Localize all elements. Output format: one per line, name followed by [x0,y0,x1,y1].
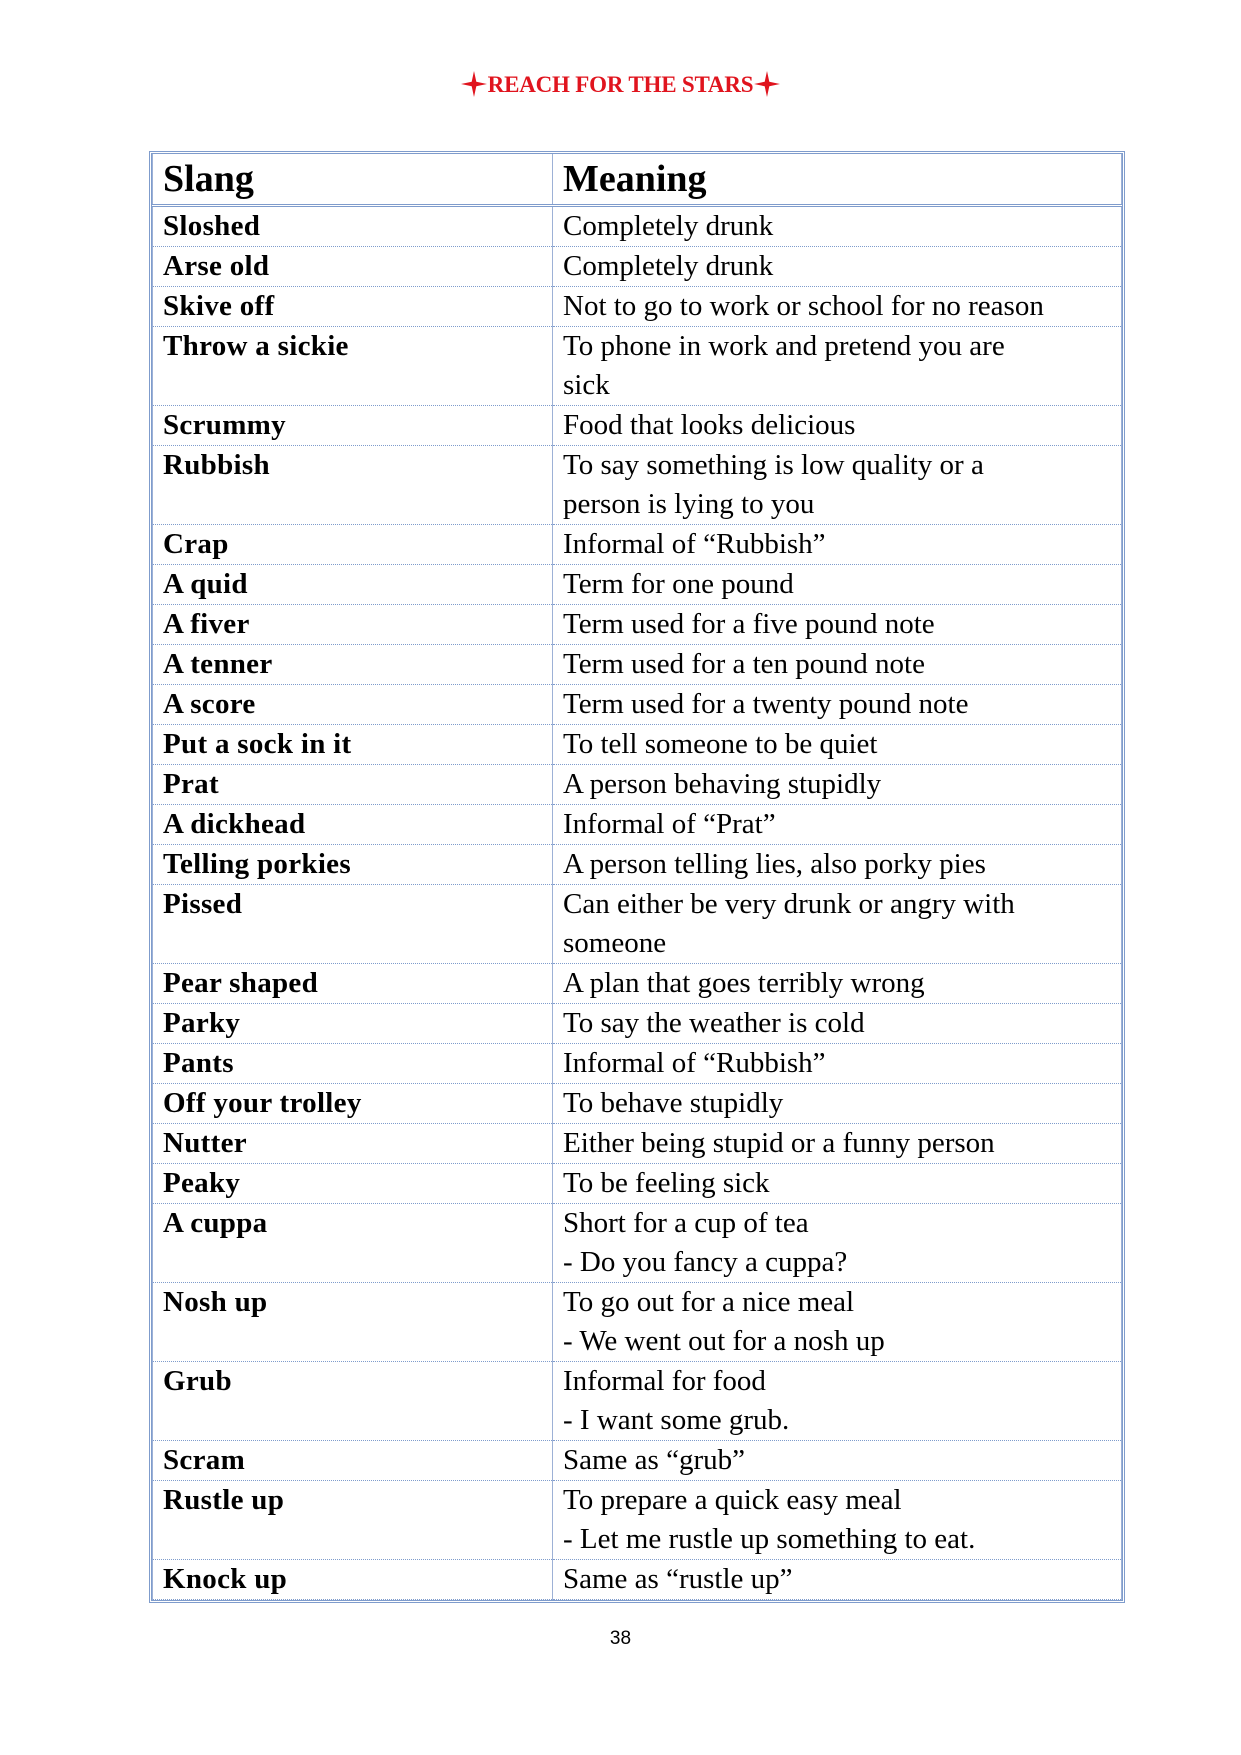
slang-term: Parky [153,1004,553,1044]
table-row [153,685,1122,725]
slang-term: Skive off [153,287,553,327]
table-row [153,845,1122,885]
meaning-line: To phone in work and pretend you are [563,330,1005,362]
slang-meaning [553,406,1122,446]
meaning-line: Not to go to work or school for no reason [563,290,1044,322]
slang-term: Telling porkies [153,845,553,885]
table-row [153,1204,1122,1283]
slang-meaning [553,1441,1122,1481]
slang-meaning [553,1004,1122,1044]
table-row [153,725,1122,765]
slang-meaning [553,885,1122,964]
meaning-line: To say something is low quality or a [563,449,984,481]
slang-term: Rubbish [153,446,553,525]
slang-meaning [553,1084,1122,1124]
meaning-line: Term used for a five pound note [563,608,935,640]
meaning-line: To be feeling sick [563,1167,770,1199]
meaning-line: - We went out for a nosh up [563,1325,885,1357]
meaning-line: Short for a cup of tea [563,1207,809,1239]
slang-term: Throw a sickie [153,327,553,406]
table-row [153,1044,1122,1084]
slang-meaning [553,247,1122,287]
slang-term: Off your trolley [153,1084,553,1124]
meaning-line: Term used for a twenty pound note [563,688,969,720]
meaning-line: To go out for a nice meal [563,1286,855,1318]
table-row [153,1481,1122,1560]
meaning-line: To tell someone to be quiet [563,728,878,760]
table-row [153,645,1122,685]
table-row [153,406,1122,446]
slang-meaning [553,805,1122,845]
meaning-line: To say the weather is cold [563,1007,865,1039]
slang-meaning [553,1283,1122,1362]
slang-meaning [553,1044,1122,1084]
meaning-line: Term for one pound [563,568,794,600]
slang-meaning [553,964,1122,1004]
meaning-line: To prepare a quick easy meal [563,1484,902,1516]
slang-meaning [553,605,1122,645]
slang-meaning [553,287,1122,327]
page-number: 38 [609,1628,632,1649]
table-row [153,885,1122,964]
slang-term: Prat [153,765,553,805]
slang-meaning [553,206,1122,247]
slang-term: A tenner [153,645,553,685]
slang-meaning [553,765,1122,805]
slang-term: Scrummy [153,406,553,446]
meaning-line: someone [563,927,667,959]
slang-term: A quid [153,565,553,605]
table-row [153,1283,1122,1362]
column-header-slang: Slang [153,154,553,206]
meaning-line: A person behaving stupidly [563,768,882,800]
meaning-line: - Do you fancy a cuppa? [563,1246,848,1278]
table-row [153,446,1122,525]
table-row [153,327,1122,406]
slang-term: Grub [153,1362,553,1441]
table-row [153,565,1122,605]
meaning-line: A person telling lies, also porky pies [563,848,986,880]
meaning-line: Food that looks delicious [563,409,856,441]
slang-term: Arse old [153,247,553,287]
table-row [153,1441,1122,1481]
slang-term: Nutter [153,1124,553,1164]
slang-term: A dickhead [153,805,553,845]
slang-meaning [553,1164,1122,1204]
meaning-line: person is lying to you [563,488,815,520]
slang-table [149,151,1125,1603]
meaning-line: - I want some grub. [563,1404,790,1436]
meaning-line: Informal of “Rubbish” [563,528,826,560]
table-row [153,605,1122,645]
meaning-line: Completely drunk [563,210,774,242]
slang-term: Pants [153,1044,553,1084]
right-star-icon [753,70,781,98]
slang-term: Put a sock in it [153,725,553,765]
slang-meaning [553,1204,1122,1283]
slang-meaning [553,1124,1122,1164]
slang-meaning [553,645,1122,685]
table-header-row [153,154,1122,206]
table-row [153,805,1122,845]
slang-term: Knock up [153,1560,553,1600]
slang-meaning [553,565,1122,605]
slang-meaning [553,1362,1122,1441]
meaning-line: Same as “rustle up” [563,1563,793,1595]
slang-term: Pear shaped [153,964,553,1004]
meaning-line: To behave stupidly [563,1087,784,1119]
slang-term: A fiver [153,605,553,645]
table-row [153,525,1122,565]
meaning-line: A plan that goes terribly wrong [563,967,925,999]
meaning-line: Term used for a ten pound note [563,648,925,680]
slang-meaning [553,725,1122,765]
slang-term: Pissed [153,885,553,964]
left-star-icon [460,70,488,98]
slang-meaning [553,845,1122,885]
table-row [153,1084,1122,1124]
slang-term: Nosh up [153,1283,553,1362]
slang-term: Rustle up [153,1481,553,1560]
table-row [153,964,1122,1004]
table-row [153,1164,1122,1204]
slang-meaning [553,1481,1122,1560]
meaning-line: Can either be very drunk or angry with [563,888,1015,920]
slang-term: Scram [153,1441,553,1481]
meaning-line: Informal of “Rubbish” [563,1047,826,1079]
meaning-line: - Let me rustle up something to eat. [563,1523,976,1555]
slang-meaning [553,1560,1122,1600]
meaning-line: Completely drunk [563,250,774,282]
slang-meaning [553,525,1122,565]
slang-term: A cuppa [153,1204,553,1283]
slang-term: Peaky [153,1164,553,1204]
table-row [153,206,1122,247]
table-row [153,287,1122,327]
slang-term: A score [153,685,553,725]
slang-meaning [553,327,1122,406]
slang-meaning [553,446,1122,525]
table-row [153,1004,1122,1044]
meaning-line: Either being stupid or a funny person [563,1127,995,1159]
header-title: REACH FOR THE STARS [487,72,754,97]
table-row [153,247,1122,287]
slang-term: Crap [153,525,553,565]
meaning-line: Same as “grub” [563,1444,745,1476]
table-row [153,1362,1122,1441]
slang-term: Sloshed [153,206,553,247]
meaning-line: Informal for food [563,1365,766,1397]
page-header [0,70,1241,98]
meaning-line: sick [563,369,610,401]
table-body [153,206,1122,1600]
column-header-meaning: Meaning [553,154,1122,206]
meaning-line: Informal of “Prat” [563,808,776,840]
table-row [153,1560,1122,1600]
table-row [153,1124,1122,1164]
table-row [153,765,1122,805]
slang-meaning [553,685,1122,725]
